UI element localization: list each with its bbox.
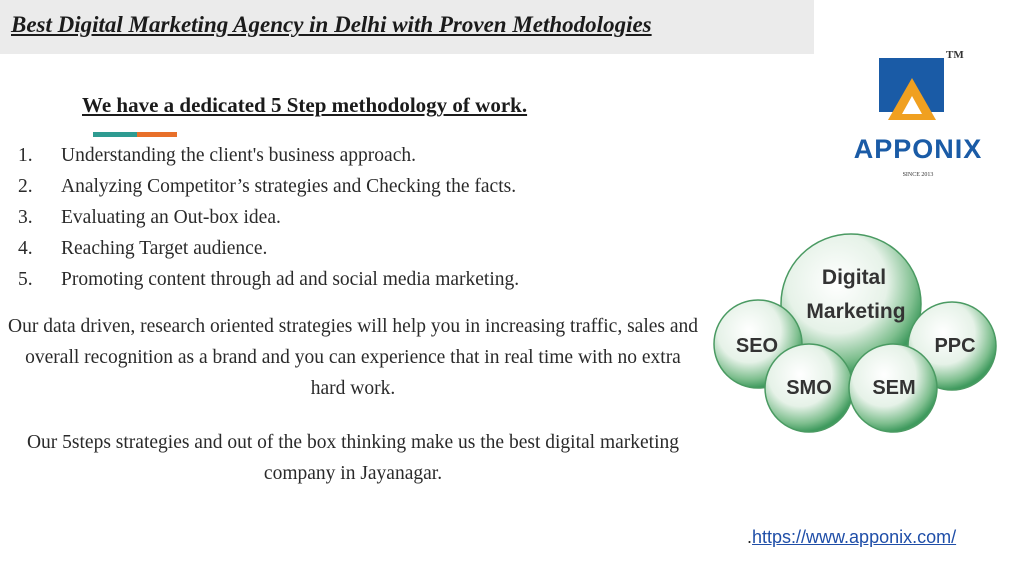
- bubble-label-sem: SEM: [872, 377, 916, 399]
- list-item: [18, 171, 519, 202]
- bubble-label-ppc: PPC: [934, 335, 976, 357]
- bubble-label-smo: SMO: [786, 377, 832, 399]
- step-text: Evaluating an Out-box idea.: [61, 206, 281, 228]
- step-text: Reaching Target audience.: [61, 237, 268, 259]
- bubble-label-marketing: Marketing: [806, 300, 906, 323]
- logo-since: SINCE 2013: [902, 172, 934, 178]
- website-link[interactable]: https://www.apponix.com/: [752, 527, 957, 547]
- list-item: [18, 264, 519, 295]
- bubble-label-seo: SEO: [735, 335, 779, 357]
- methodology-heading: We have a dedicated 5 Step methodology of work.: [82, 93, 528, 117]
- accent-line-orange: [137, 132, 177, 137]
- footer-url: [747, 527, 956, 548]
- apponix-logo: [814, 40, 1024, 208]
- step-number: 2.: [18, 175, 33, 197]
- logo-tm: TM: [946, 49, 964, 61]
- step-number: 5.: [18, 268, 33, 290]
- title-bar: [0, 0, 814, 54]
- list-item: [18, 233, 519, 264]
- list-item: [18, 202, 519, 233]
- accent-line-teal: [93, 132, 137, 137]
- step-text: Understanding the client's business approach.: [61, 144, 416, 166]
- strategy-paragraph: Our data driven, research oriented strategies will help you in increasing traffic, sales and overall recognition as a brand and you can experience that in real time with no extra hard work.: [8, 316, 699, 399]
- step-text: Promoting content through ad and social media marketing.: [61, 268, 520, 290]
- steps-list: [18, 140, 519, 295]
- page-title: Best Digital Marketing Agency in Delhi with Proven Methodologies: [11, 12, 652, 37]
- list-item: [18, 140, 519, 171]
- logo-wordmark: APPONIX: [853, 134, 983, 164]
- bubble-label-digital: Digital: [821, 266, 887, 289]
- step-number: 3.: [18, 206, 33, 228]
- closing-paragraph: Our 5steps strategies and out of the box thinking make us the best digital marketing company in Jayanagar.: [26, 432, 680, 484]
- digital-marketing-bubbles: [706, 228, 998, 448]
- step-number: 1.: [18, 144, 33, 166]
- url-prefix: .: [747, 527, 753, 547]
- step-number: 4.: [18, 237, 33, 259]
- step-text: Analyzing Competitor’s strategies and Checking the facts.: [61, 175, 517, 197]
